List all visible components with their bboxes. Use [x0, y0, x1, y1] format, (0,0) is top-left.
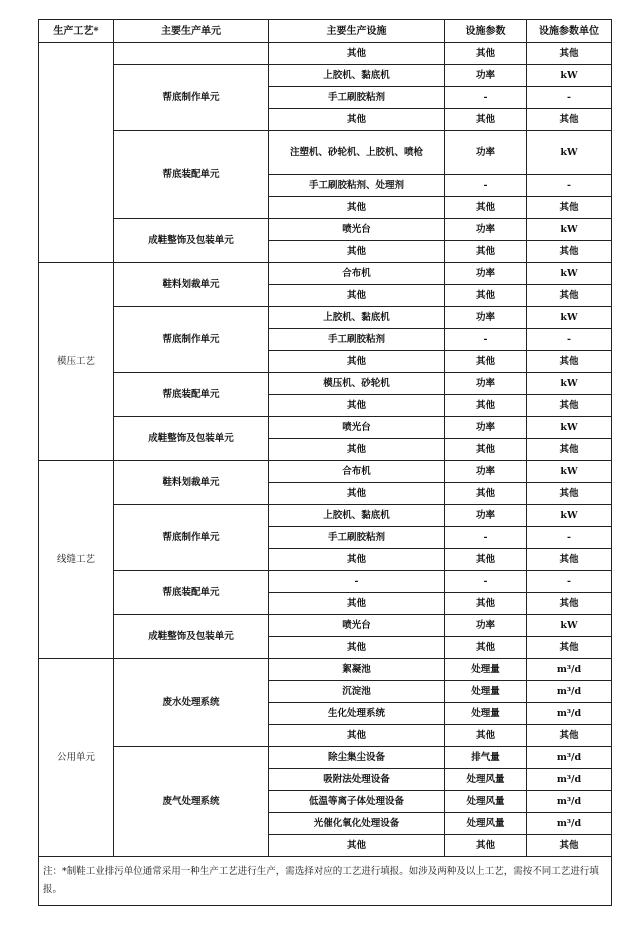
process-cell: 公用单元 [39, 659, 114, 857]
unit-cell: 帮底装配单元 [114, 571, 269, 615]
facility-cell: 光催化氧化处理设备 [269, 813, 445, 835]
param-cell: 处理风量 [445, 791, 527, 813]
header-process: 生产工艺* [39, 20, 114, 43]
unit-cell: 废气处理系统 [114, 747, 269, 857]
param-unit-cell: 其他 [527, 285, 612, 307]
facility-cell: 手工刷胶粘剂 [269, 329, 445, 351]
table-row [39, 43, 612, 65]
facility-cell: 吸附法处理设备 [269, 769, 445, 791]
header-unit: 主要生产单元 [114, 20, 269, 43]
table-body [39, 43, 612, 857]
param-cell: 处理量 [445, 703, 527, 725]
facility-cell: 其他 [269, 439, 445, 461]
table-row [39, 131, 612, 175]
param-cell: 排气量 [445, 747, 527, 769]
param-unit-cell: - [527, 329, 612, 351]
table-row [39, 307, 612, 329]
facility-cell: 喷光台 [269, 417, 445, 439]
facility-cell: 其他 [269, 285, 445, 307]
facility-cell: 其他 [269, 593, 445, 615]
param-unit-cell: m³/d [527, 791, 612, 813]
param-cell: 其他 [445, 725, 527, 747]
param-unit-cell: m³/d [527, 659, 612, 681]
param-unit-cell: 其他 [527, 549, 612, 571]
param-cell: 其他 [445, 439, 527, 461]
param-unit-cell: kW [527, 417, 612, 439]
facility-cell: - [269, 571, 445, 593]
param-unit-cell: 其他 [527, 637, 612, 659]
param-cell: 其他 [445, 43, 527, 65]
param-unit-cell: 其他 [527, 835, 612, 857]
facility-cell: 手工刷胶粘剂 [269, 527, 445, 549]
param-unit-cell: 其他 [527, 483, 612, 505]
unit-cell: 帮底制作单元 [114, 505, 269, 571]
param-cell: 功率 [445, 417, 527, 439]
param-unit-cell: 其他 [527, 197, 612, 219]
facility-cell: 其他 [269, 637, 445, 659]
param-unit-cell: kW [527, 373, 612, 395]
process-cell [39, 43, 114, 263]
header-param-unit: 设施参数单位 [527, 20, 612, 43]
facility-cell: 喷光台 [269, 615, 445, 637]
param-cell: - [445, 175, 527, 197]
facility-cell: 低温等离子体处理设备 [269, 791, 445, 813]
param-cell: 功率 [445, 307, 527, 329]
param-cell: 功率 [445, 65, 527, 87]
table-row [39, 505, 612, 527]
param-cell: 其他 [445, 285, 527, 307]
param-cell: 处理风量 [445, 769, 527, 791]
facility-table [38, 19, 612, 906]
param-cell: 功率 [445, 615, 527, 637]
unit-cell: 废水处理系统 [114, 659, 269, 747]
param-cell: 处理量 [445, 659, 527, 681]
table-row [39, 65, 612, 87]
param-unit-cell: kW [527, 131, 612, 175]
param-unit-cell: 其他 [527, 43, 612, 65]
table-row [39, 747, 612, 769]
table-row [39, 417, 612, 439]
table-row [39, 373, 612, 395]
param-cell: 功率 [445, 263, 527, 285]
param-unit-cell: kW [527, 65, 612, 87]
param-cell: 其他 [445, 109, 527, 131]
param-cell: 处理量 [445, 681, 527, 703]
facility-cell: 絮凝池 [269, 659, 445, 681]
unit-cell: 鞋料划裁单元 [114, 263, 269, 307]
param-unit-cell: kW [527, 263, 612, 285]
param-unit-cell: 其他 [527, 395, 612, 417]
facility-cell: 其他 [269, 351, 445, 373]
header-param: 设施参数 [445, 20, 527, 43]
param-unit-cell: m³/d [527, 747, 612, 769]
param-unit-cell: 其他 [527, 439, 612, 461]
param-cell: 其他 [445, 197, 527, 219]
unit-cell: 成鞋整饰及包装单元 [114, 417, 269, 461]
note-row [39, 857, 612, 906]
param-unit-cell: 其他 [527, 241, 612, 263]
param-unit-cell: m³/d [527, 681, 612, 703]
param-cell: 功率 [445, 131, 527, 175]
facility-cell: 其他 [269, 241, 445, 263]
unit-cell [114, 43, 269, 65]
param-unit-cell: 其他 [527, 593, 612, 615]
param-cell: 功率 [445, 505, 527, 527]
facility-cell: 其他 [269, 483, 445, 505]
facility-cell: 其他 [269, 725, 445, 747]
facility-cell: 其他 [269, 109, 445, 131]
param-cell: 功率 [445, 461, 527, 483]
facility-cell: 其他 [269, 549, 445, 571]
param-cell: 其他 [445, 395, 527, 417]
table-header-row [39, 20, 612, 43]
param-cell: 其他 [445, 241, 527, 263]
param-unit-cell: - [527, 527, 612, 549]
table-note: 注：*制鞋工业排污单位通常采用一种生产工艺进行生产，需选择对应的工艺进行填报。如涉及两种及以上工艺，需按不同工艺进行填报。 [39, 857, 612, 906]
param-unit-cell: 其他 [527, 109, 612, 131]
facility-cell: 上胶机、黏底机 [269, 65, 445, 87]
param-cell: 其他 [445, 593, 527, 615]
unit-cell: 帮底装配单元 [114, 131, 269, 219]
param-cell: - [445, 87, 527, 109]
facility-cell: 沉淀池 [269, 681, 445, 703]
facility-cell: 模压机、砂轮机 [269, 373, 445, 395]
param-unit-cell: 其他 [527, 351, 612, 373]
facility-cell: 注塑机、砂轮机、上胶机、喷枪 [269, 131, 445, 175]
facility-cell: 上胶机、黏底机 [269, 505, 445, 527]
unit-cell: 鞋料划裁单元 [114, 461, 269, 505]
facility-cell: 喷光台 [269, 219, 445, 241]
param-unit-cell: 其他 [527, 725, 612, 747]
unit-cell: 帮底制作单元 [114, 65, 269, 131]
param-cell: 其他 [445, 549, 527, 571]
table-row [39, 615, 612, 637]
document-page [38, 19, 611, 906]
table-row [39, 571, 612, 593]
facility-cell: 其他 [269, 395, 445, 417]
param-unit-cell: kW [527, 615, 612, 637]
unit-cell: 帮底装配单元 [114, 373, 269, 417]
param-unit-cell: m³/d [527, 813, 612, 835]
facility-cell: 其他 [269, 197, 445, 219]
facility-cell: 生化处理系统 [269, 703, 445, 725]
param-unit-cell: m³/d [527, 769, 612, 791]
facility-cell: 上胶机、黏底机 [269, 307, 445, 329]
table-row [39, 263, 612, 285]
param-cell: - [445, 571, 527, 593]
facility-cell: 手工刷胶粘剂 [269, 87, 445, 109]
param-unit-cell: - [527, 175, 612, 197]
param-cell: - [445, 527, 527, 549]
param-cell: 其他 [445, 835, 527, 857]
unit-cell: 帮底制作单元 [114, 307, 269, 373]
param-cell: 其他 [445, 351, 527, 373]
param-cell: - [445, 329, 527, 351]
facility-cell: 合布机 [269, 263, 445, 285]
table-row [39, 461, 612, 483]
facility-cell: 除尘集尘设备 [269, 747, 445, 769]
param-cell: 功率 [445, 219, 527, 241]
param-unit-cell: kW [527, 505, 612, 527]
facility-cell: 其他 [269, 835, 445, 857]
facility-cell: 其他 [269, 43, 445, 65]
param-cell: 其他 [445, 637, 527, 659]
table-row [39, 659, 612, 681]
facility-cell: 合布机 [269, 461, 445, 483]
param-unit-cell: kW [527, 307, 612, 329]
param-unit-cell: m³/d [527, 703, 612, 725]
table-row [39, 219, 612, 241]
param-cell: 处理风量 [445, 813, 527, 835]
param-unit-cell: - [527, 87, 612, 109]
unit-cell: 成鞋整饰及包装单元 [114, 615, 269, 659]
header-facility: 主要生产设施 [269, 20, 445, 43]
param-cell: 功率 [445, 373, 527, 395]
facility-cell: 手工刷胶粘剂、处理剂 [269, 175, 445, 197]
param-unit-cell: kW [527, 461, 612, 483]
unit-cell: 成鞋整饰及包装单元 [114, 219, 269, 263]
param-cell: 其他 [445, 483, 527, 505]
process-cell: 线缝工艺 [39, 461, 114, 659]
process-cell: 模压工艺 [39, 263, 114, 461]
param-unit-cell: - [527, 571, 612, 593]
param-unit-cell: kW [527, 219, 612, 241]
